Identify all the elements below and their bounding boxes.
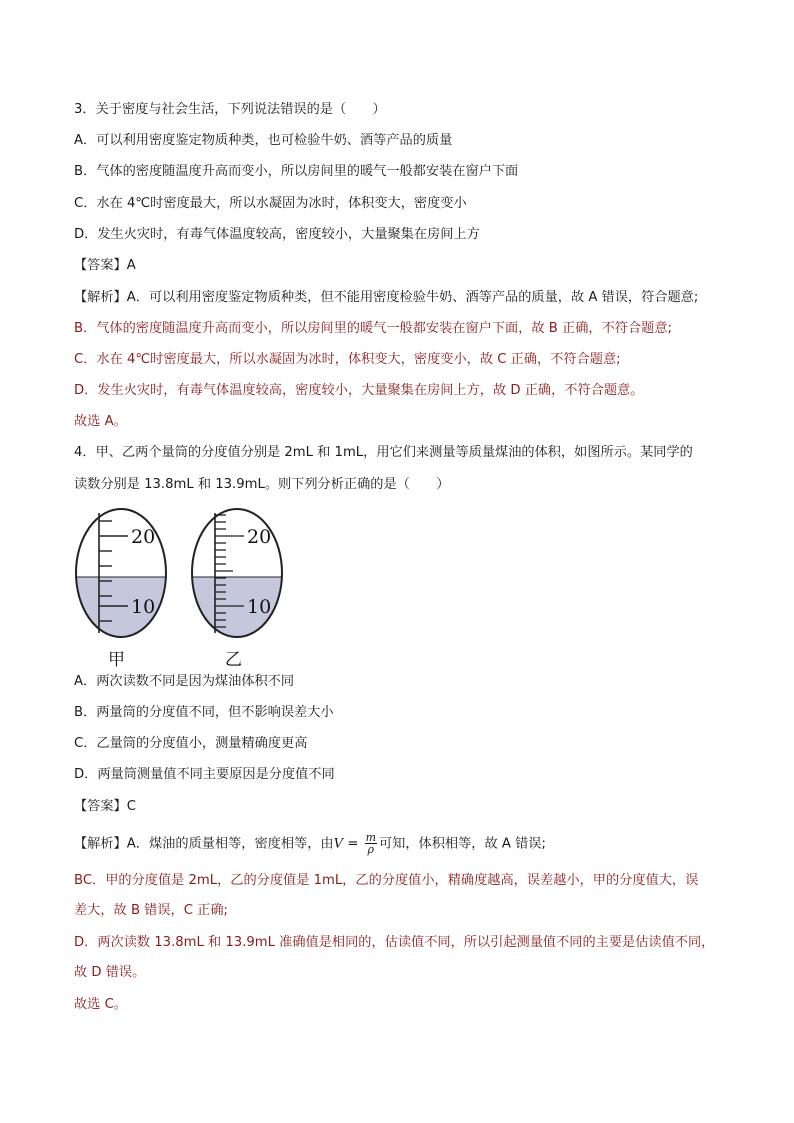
scale-label-10-yi: 10 [247,596,272,618]
caption-jia: 甲 [108,650,125,670]
question-4-conclusion: 故选 C。 [74,997,127,1012]
fraction-denominator: ρ [367,843,375,856]
question-3-option-a: A．可以利用密度鉴定物质种类，也可检验牛奶、酒等产品的质量 [74,133,453,148]
question-4-option-d: D．两量筒测量值不同主要原因是分度值不同 [74,767,335,782]
liquid-yi [186,577,296,645]
formula-volume-symbol: V [333,836,344,852]
question-3-answer: 【答案】A [74,258,136,273]
question-3-analysis-c: C．水在 4℃时密度最大，所以水凝固为冰时，体积变大，密度变小，故 C 正确，不符合题意; [74,352,621,367]
ticks-jia [99,521,128,621]
question-4-analysis-a [74,832,734,857]
question-4-answer: 【答案】C [74,799,136,814]
question-3-option-c: C．水在 4℃时密度最大，所以水凝固为冰时，体积变大，密度变小 [74,196,467,211]
liquid-jia [70,577,180,645]
fraction-numerator: m [365,831,376,844]
caption-yi: 乙 [225,650,242,670]
question-3-stem: 3．关于密度与社会生活，下列说法错误的是（ ） [74,102,386,117]
question-3-option-d: D．发生火灾时，有毒气体温度较高，密度较小，大量聚集在房间上方 [74,227,480,242]
question-4-option-a: A．两次读数不同是因为煤油体积不同 [74,674,295,689]
formula-equals: = [343,836,363,852]
question-4-stem-line-2: 读数分别是 13.8mL 和 13.9mL。则下列分析正确的是（ ） [74,477,450,492]
question-4-analysis-bc-line-2: 差大，故 B 错误，C 正确; [74,903,228,918]
question-4-analysis-d-line-2: 故 D 错误。 [74,965,146,980]
question-4-analysis-bc-line-1: BC．甲的分度值是 2mL，乙的分度值是 1mL，乙的分度值小，精确度越高，误差越小，甲的分度值大，误 [74,873,699,888]
cylinder-yi [186,509,296,645]
question-4-analysis-d-line-1: D．两次读数 13.8mL 和 13.9mL 准确值是相同的，估读值不同，所以引起测量值不同的主要是估读值不同， [74,935,715,950]
question-3-analysis-b: B．气体的密度随温度升高而变小，所以房间里的暖气一般都安装在窗户下面，故 B 正确，不符合题意; [74,321,672,336]
question-3-option-b: B．气体的密度随温度升高而变小，所以房间里的暖气一般都安装在窗户下面 [74,164,519,179]
scale-label-10-jia: 10 [131,596,156,618]
measuring-cylinders-figure [70,505,300,670]
question-4-stem-line-1: 4．甲、乙两个量筒的分度值分别是 2mL 和 1mL，用它们来测量等质量煤油的体积，如图所示。某同学的 [74,445,693,460]
question-3-analysis-d: D．发生火灾时，有毒气体温度较高，密度较小，大量聚集在房间上方，故 D 正确，不符合题意。 [74,383,644,398]
analysis-a-prefix: 【解析】A．煤油的质量相等，密度相等，由 [74,836,334,852]
density-fraction [365,832,377,855]
cylinder-jia [70,509,180,645]
question-4-option-c: C．乙量筒的分度值小，测量精确度更高 [74,736,308,751]
analysis-a-suffix: 可知，体积相等，故 A 错误; [379,836,546,852]
question-4-option-b: B．两量筒的分度值不同，但不影响误差大小 [74,705,334,720]
cylinders-diagram [70,505,300,645]
question-3-conclusion: 故选 A。 [74,414,127,429]
scale-label-20-jia: 20 [131,526,156,548]
question-3-analysis-a: 【解析】A．可以利用密度鉴定物质种类，但不能用密度检验牛奶、酒等产品的质量，故 A 错误，符合题意; [74,290,699,305]
scale-label-20-yi: 20 [247,526,272,548]
